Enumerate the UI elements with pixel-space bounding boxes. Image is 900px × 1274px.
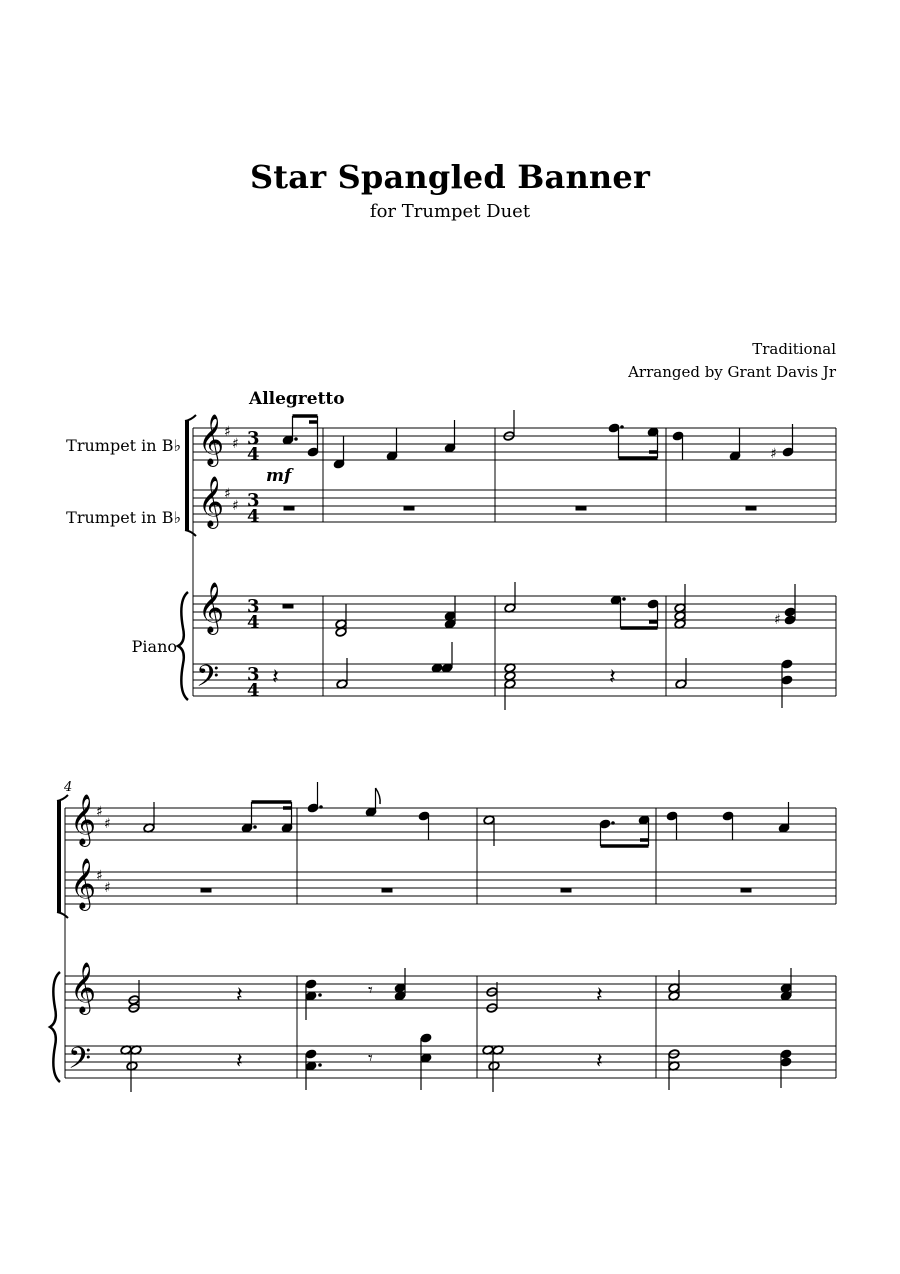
sharp-icon: ♯	[224, 486, 231, 502]
brace-piano	[178, 592, 188, 700]
sharp-icon: ♯	[104, 816, 111, 832]
whole-rest	[283, 604, 293, 608]
sharp-icon: ♯	[224, 424, 231, 440]
whole-rest	[741, 888, 751, 892]
instrument-label-trumpet-2: Trumpet in B♭	[66, 508, 181, 527]
quarter-rest-icon: 𝄽	[272, 665, 279, 690]
time-sig-denominator: 4	[247, 444, 260, 465]
time-sig-numerator: 3	[247, 596, 260, 617]
score-subtitle: for Trumpet Duet	[369, 201, 531, 222]
time-sig-denominator: 4	[247, 506, 260, 527]
quarter-rest-icon: 𝄽	[596, 983, 603, 1008]
barlines-system-2	[297, 808, 836, 1078]
sharp-icon: ♯	[104, 880, 111, 896]
whole-rest	[746, 506, 756, 510]
measure-number: 4	[64, 780, 73, 795]
staff-piano-treble	[65, 976, 836, 1008]
instrument-label-piano: Piano	[131, 637, 177, 656]
time-sig-denominator: 4	[247, 612, 260, 633]
tempo-marking: Allegretto	[249, 389, 345, 409]
sharp-icon: ♯	[232, 498, 239, 514]
bass-clef-icon: 𝄢	[196, 660, 220, 701]
whole-rest	[561, 888, 571, 892]
whole-rest	[404, 506, 414, 510]
quarter-rest-icon: 𝄽	[236, 983, 243, 1008]
signatures-system-2	[68, 794, 111, 1083]
staff-piano-bass	[65, 1046, 836, 1078]
quarter-rest-icon: 𝄽	[236, 1049, 243, 1074]
staff-trumpet-1	[65, 808, 836, 840]
sharp-icon: ♯	[96, 804, 103, 820]
barlines-system-1	[323, 428, 836, 696]
sharp-icon: ♯	[96, 868, 103, 884]
dynamic-marking-mf: mf	[266, 466, 292, 486]
treble-clef-icon: 𝄞	[70, 794, 97, 845]
whole-rest	[201, 888, 211, 892]
instrument-label-trumpet-1: Trumpet in B♭	[66, 436, 181, 455]
composer-credit: Traditional	[752, 340, 836, 358]
whole-rest	[576, 506, 586, 510]
time-sig-numerator: 3	[247, 428, 260, 449]
quarter-rest-icon: 𝄽	[596, 1049, 603, 1074]
treble-clef-icon: 𝄞	[198, 476, 225, 527]
bass-clef-icon: 𝄢	[68, 1042, 92, 1083]
staff-trumpet-2	[65, 872, 836, 904]
quarter-rest-icon: 𝄽	[609, 665, 616, 690]
sharp-icon: ♯	[232, 436, 239, 452]
signatures-system-1	[196, 414, 260, 701]
eighth-rest-icon: 𝄾	[368, 980, 373, 1001]
whole-rest	[382, 888, 392, 892]
treble-clef-icon: 𝄞	[198, 582, 225, 633]
treble-clef-icon: 𝄞	[70, 858, 97, 909]
notes-system-1	[272, 410, 796, 710]
score-title: Star Spangled Banner	[249, 158, 651, 196]
system-2	[50, 795, 836, 1082]
treble-clef-icon: 𝄞	[70, 962, 97, 1013]
whole-rest	[284, 506, 294, 510]
treble-clef-icon: 𝄞	[198, 414, 225, 465]
sharp-icon: ♯	[770, 446, 777, 462]
brace-piano	[50, 972, 60, 1082]
time-sig-numerator: 3	[247, 664, 260, 685]
arranger-credit: Arranged by Grant Davis Jr	[628, 363, 836, 381]
eighth-rest-icon: 𝄾	[368, 1048, 373, 1069]
time-sig-numerator: 3	[247, 490, 260, 511]
time-sig-denominator: 4	[247, 680, 260, 701]
sharp-icon: ♯	[774, 612, 781, 628]
